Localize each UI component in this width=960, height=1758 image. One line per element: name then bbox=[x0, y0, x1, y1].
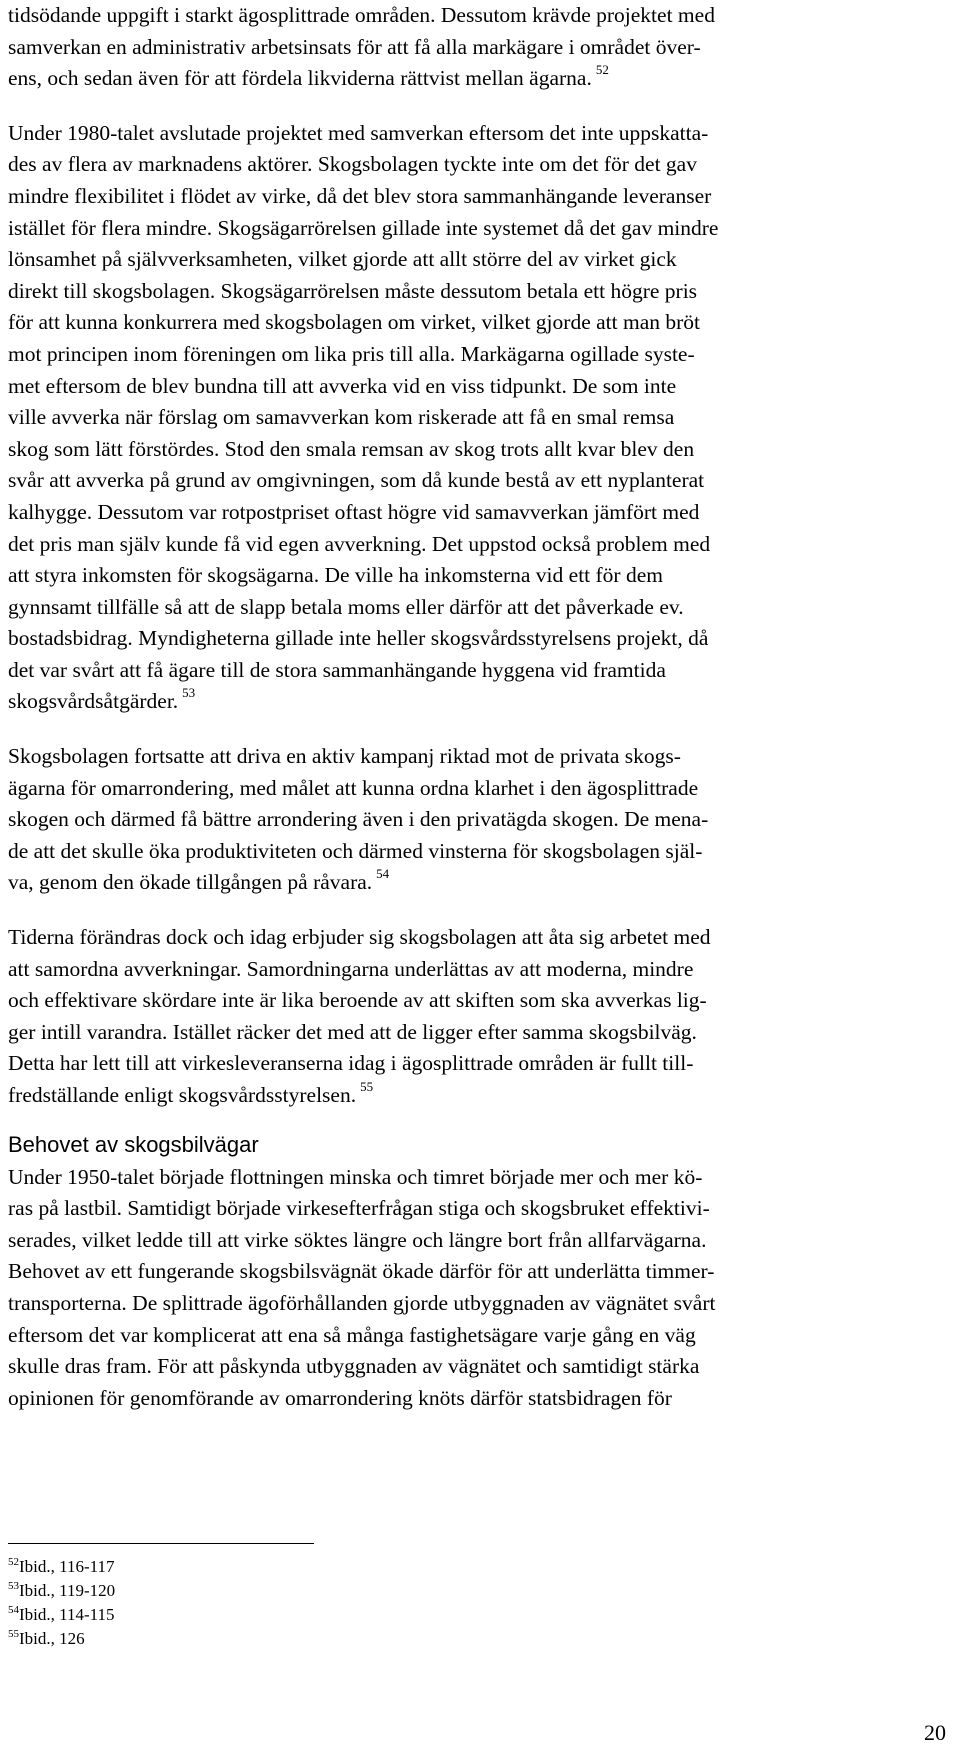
paragraph-gap bbox=[8, 95, 954, 118]
footnote-separator bbox=[8, 1543, 314, 1544]
footnote-text: Ibid., 114-115 bbox=[19, 1605, 115, 1624]
footnote-number: 55 bbox=[8, 1628, 19, 1640]
text-line: Behovet av ett fungerande skogsbilsvägnät ökade därför för att underlätta timmer- bbox=[8, 1259, 715, 1284]
body-paragraph bbox=[8, 1162, 954, 1415]
paragraph-gap bbox=[8, 1112, 954, 1130]
footnote-reference: 54 bbox=[376, 866, 390, 882]
text-line: direkt till skogsbolagen. Skogsägarrörelsen måste dessutom betala ett högre pris bbox=[8, 278, 698, 303]
footnote-text: Ibid., 126 bbox=[19, 1629, 85, 1648]
body-paragraph bbox=[8, 922, 954, 1112]
footnote-number: 52 bbox=[8, 1556, 19, 1568]
text-line bbox=[8, 63, 954, 95]
text-line: Under 1980-talet avslutade projektet med samverkan eftersom det inte uppskatta- bbox=[8, 120, 709, 145]
text-line: det pris man själv kunde få vid egen avverkning. Det uppstod också problem med bbox=[8, 531, 711, 556]
paragraph-gap bbox=[8, 899, 954, 922]
text-line bbox=[8, 686, 954, 718]
text-line: det var svårt att få ägare till de stora sammanhängande hyggena vid framtida bbox=[8, 657, 666, 682]
body-paragraph bbox=[8, 741, 954, 899]
footnote-reference: 55 bbox=[360, 1079, 374, 1094]
footnote-reference: 52 bbox=[595, 62, 609, 78]
text-line-content: skogsvårdsåtgärder. bbox=[8, 689, 179, 714]
text-line: för att kunna konkurrera med skogsbolagen om virket, vilket gjorde att man bröt bbox=[8, 310, 700, 335]
footnote-number: 53 bbox=[8, 1580, 19, 1592]
text-line: bostadsbidrag. Myndigheterna gillade inte heller skogsvårdsstyrelsens projekt, då bbox=[8, 626, 709, 651]
footnote bbox=[8, 1627, 115, 1651]
footnote-text: Ibid., 116-117 bbox=[19, 1557, 115, 1576]
body-paragraph bbox=[8, 0, 954, 95]
text-line: tidsödande uppgift i starkt ägosplittrade områden. Dessutom krävde projektet med bbox=[8, 3, 715, 27]
text-line: skog som lätt förstördes. Stod den smala remsan av skog trots allt kvar blev den bbox=[8, 436, 695, 461]
footnote-text: Ibid., 119-120 bbox=[19, 1581, 116, 1600]
text-line: serades, vilket ledde till att virke söktes längre och längre bort från allfarvägarna. bbox=[8, 1227, 707, 1252]
text-line-content: fredställande enligt skogsvårdsstyrelsen. bbox=[8, 1083, 357, 1107]
text-line: att samordna avverkningar. Samordningarna underlättas av att moderna, mindre bbox=[8, 956, 694, 981]
text-line: istället för flera mindre. Skogsägarrörelsen gillade inte systemet då det gav mindre bbox=[8, 215, 719, 240]
text-line: ger intill varandra. Istället räcker det med att de ligger efter samma skogsbilväg. bbox=[8, 1019, 697, 1044]
text-line: kalhygge. Dessutom var rotpostpriset oftast högre vid samavverkan jämfört med bbox=[8, 499, 700, 524]
text-line: skulle dras fram. För att påskynda utbyggnaden av vägnätet och samtidigt stärka bbox=[8, 1354, 700, 1379]
text-line: ägarna för omarrondering, med målet att kunna ordna klarhet i den ägosplittrade bbox=[8, 775, 699, 800]
text-line: gynnsamt tillfälle så att de slapp betala moms eller därför att det påverkade ev. bbox=[8, 594, 684, 619]
text-line: des av flera av marknadens aktörer. Skogsbolagen tyckte inte om det för det gav bbox=[8, 152, 697, 177]
text-line: ville avverka när förslag om samavverkan kom riskerade att få en smal remsa bbox=[8, 405, 675, 430]
footnote-number: 54 bbox=[8, 1604, 19, 1616]
text-line: mot principen inom föreningen om lika pris till alla. Markägarna ogillade syste- bbox=[8, 341, 695, 366]
text-line bbox=[8, 867, 954, 899]
paragraph-gap bbox=[8, 718, 954, 741]
text-line: Under 1950-talet började flottningen minska och timret började mer och mer kö- bbox=[8, 1164, 703, 1189]
text-line: eftersom det var komplicerat att ena så många fastighetsägare varje gång en väg bbox=[8, 1322, 696, 1347]
text-line: och effektivare skördare inte är lika beroende av att skiften som ska avverkas lig- bbox=[8, 988, 707, 1013]
text-line: ras på lastbil. Samtidigt började virkesefterfrågan stiga och skogsbruket effektivi- bbox=[8, 1196, 710, 1221]
text-line: Skogsbolagen fortsatte att driva en aktiv kampanj riktad mot de privata skogs- bbox=[8, 744, 681, 769]
text-line: lönsamhet på självverksamheten, vilket gjorde att allt större del av virket gick bbox=[8, 247, 677, 272]
footnote bbox=[8, 1579, 115, 1603]
body-paragraph bbox=[8, 118, 954, 718]
text-line: skogen och därmed få bättre arrondering även i den privatägda skogen. De mena- bbox=[8, 807, 709, 832]
footnote-reference: 53 bbox=[182, 685, 196, 701]
text-line: Detta har lett till att virkesleveranserna idag i ägosplittrade områden är fullt till- bbox=[8, 1051, 694, 1076]
text-line-content: va, genom den ökade tillgången på råvara. bbox=[8, 870, 373, 895]
text-line: opinionen för genomförande av omarrondering knöts därför statsbidragen för bbox=[8, 1385, 672, 1410]
footnote bbox=[8, 1555, 115, 1579]
text-line-content: ens, och sedan även för att fördela likviderna rättvist mellan ägarna. bbox=[8, 66, 592, 91]
page-number: 20 bbox=[924, 1720, 946, 1745]
text-line bbox=[8, 1080, 954, 1112]
text-line: de att det skulle öka produktiviteten och därmed vinsterna för skogsbolagen själ- bbox=[8, 838, 703, 863]
text-line: met eftersom de blev bundna till att avverka vid en viss tidpunkt. De som inte bbox=[8, 373, 677, 398]
footnote bbox=[8, 1603, 115, 1627]
text-line: transporterna. De splittrade ägoförhållanden gjorde utbyggnaden av vägnätet svårt bbox=[8, 1290, 716, 1315]
text-line: svår att avverka på grund av omgivningen, som då kunde bestå av ett nyplanterat bbox=[8, 468, 705, 493]
text-line: samverkan en administrativ arbetsinsats för att få alla markägare i området över- bbox=[8, 34, 701, 59]
document-page bbox=[8, 0, 954, 1414]
text-line: att styra inkomsten för skogsägarna. De ville ha inkomsterna vid ett för dem bbox=[8, 563, 663, 588]
section-heading: Behovet av skogsbilvägar bbox=[8, 1131, 259, 1157]
text-line: mindre flexibilitet i flödet av virke, då det blev stora sammanhängande leveranser bbox=[8, 183, 712, 208]
text-line: Tiderna förändras dock och idag erbjuder sig skogsbolagen att åta sig arbetet med bbox=[8, 925, 711, 950]
footnotes bbox=[8, 1555, 115, 1651]
